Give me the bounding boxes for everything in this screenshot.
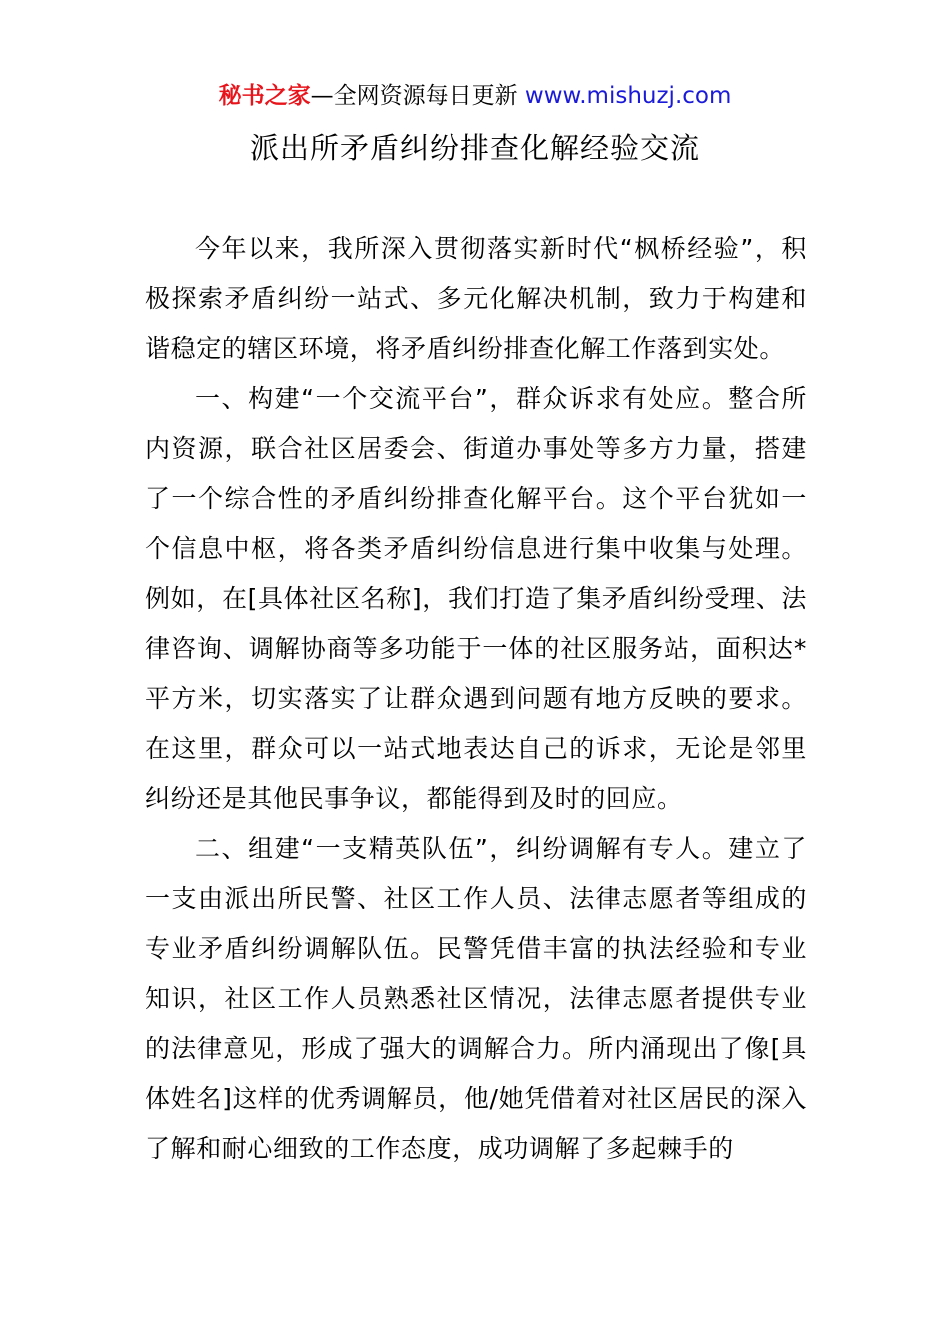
- site-url-link[interactable]: www.mishuzj.com: [524, 83, 732, 109]
- paragraph-section-two: 二、组建“一支精英队伍”，纠纷调解有专人。建立了一支由派出所民警、社区工作人员、法律志愿者等组成的专业矛盾纠纷调解队伍。民警凭借丰富的执法经验和专业知识，社区工作人员熟悉社区情况，法律志愿者提供专业的法律意见，形成了强大的调解合力。所内涌现出了像[具体姓名]这样的优秀调解员，他/她凭借着对社区居民的深入了解和耐心细致的工作态度，成功调解了多起棘手的: [145, 834, 807, 1163]
- document-body: [145, 224, 807, 1174]
- document-title: 派出所矛盾纠纷排查化解经验交流: [249, 131, 700, 165]
- site-tagline: —全网资源每日更新: [310, 83, 525, 109]
- paragraph-section-one: 一、构建“一个交流平台”，群众诉求有处应。整合所内资源，联合社区居委会、街道办事处等多方力量，搭建了一个综合性的矛盾纠纷排查化解平台。这个平台犹如一个信息中枢，将各类矛盾纠纷信息进行集中收集与处理。例如，在[具体社区名称]，我们打造了集矛盾纠纷受理、法律咨询、调解协商等多功能于一体的社区服务站，面积达*平方米，切实落实了让群众遇到问题有地方反映的要求。在这里，群众可以一站式地表达自己的诉求，无论是邻里纠纷还是其他民事争议，都能得到及时的回应。: [145, 384, 807, 813]
- site-header: [0, 80, 950, 112]
- paragraph-intro: 今年以来，我所深入贯彻落实新时代“枫桥经验”，积极探索矛盾纠纷一站式、多元化解决机制，致力于构建和谐稳定的辖区环境，将矛盾纠纷排查化解工作落到实处。: [145, 234, 807, 363]
- site-brand: 秘书之家: [218, 83, 311, 109]
